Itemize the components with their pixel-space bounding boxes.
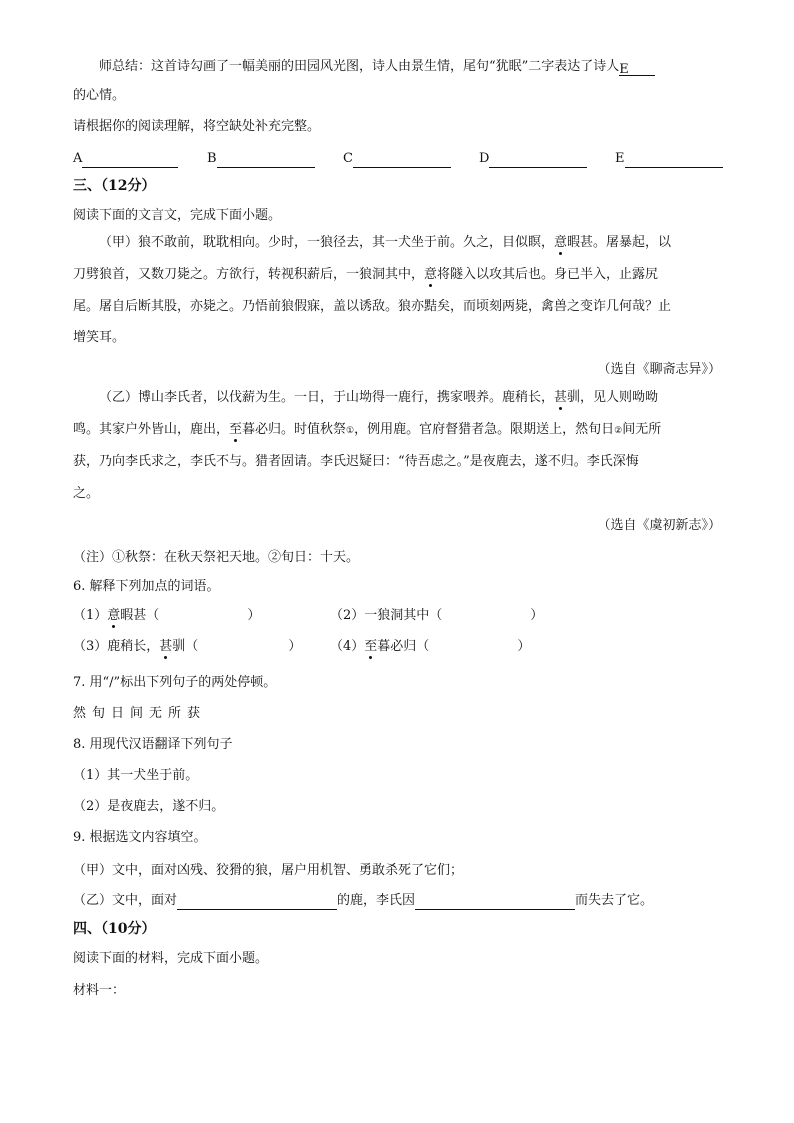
q6-item1: （1）意暇甚（ ）	[73, 608, 261, 623]
section3-instruction: 阅读下面的文言文，完成下面小题。	[73, 208, 282, 223]
passage-a-source: （选自《聊斋志异》）	[597, 362, 721, 377]
summary-prefix: 师总结：这首诗勾画了一幅美丽的田园风光图，诗人由景生情，尾句“犹眠”二字表达了诗人	[99, 59, 620, 74]
intro-instruction: 请根据你的阅读理解，将空缺处补充完整。	[73, 119, 321, 134]
passage-a-line2: 刀劈狼首，又数刀毙之。方欲行，转视积薪后，一狼洞其中，意将隧入以攻其后也。身已半入，止露尻	[73, 267, 659, 282]
q6-item4: （4）至暮必归（ ）	[330, 639, 531, 654]
q8-item2: （2）是夜鹿去，遂不归。	[73, 799, 225, 814]
q9-blank-1[interactable]	[177, 895, 337, 910]
q6-prompt: 6. 解释下列加点的词语。	[73, 579, 220, 594]
q6-item2: （2）一狼洞其中（ ）	[330, 608, 544, 623]
option-b: B	[207, 150, 315, 168]
annotation-note: （注）①秋祭：在秋天祭祀天地。②旬日：十天。	[73, 550, 360, 565]
passage-a-line1: （甲）狼不敢前，耽耽相向。少时，一狼径去，其一犬坐于前。久之，目似瞑，意暇甚。屠暴起，以	[99, 235, 672, 250]
option-d-blank[interactable]	[489, 153, 587, 168]
summary-suffix: 的心情。	[73, 88, 126, 103]
passage-b-source: （选自《虞初新志》）	[597, 518, 721, 533]
summary-line	[99, 58, 655, 76]
option-e-blank[interactable]	[625, 153, 723, 168]
q7-sentence[interactable]: 然旬日间无所获	[73, 706, 207, 721]
section3-heading: 三、（12分）	[73, 178, 156, 194]
option-c-blank[interactable]	[353, 153, 451, 168]
option-b-blank[interactable]	[217, 153, 315, 168]
q7-prompt: 7. 用“/”标出下列句子的两处停顿。	[73, 675, 277, 690]
q9-item1: （甲）文中，面对凶残、狡猾的狼，屠户用机智、勇敢杀死了它们；	[73, 863, 464, 878]
passage-b-line1: （乙）博山李氏者，以伐薪为生。一日，于山坳得一鹿行，携家喂养。鹿稍长，甚驯，见人则呦呦	[99, 390, 659, 405]
q8-item1: （1）其一犬坐于前。	[73, 768, 199, 783]
option-a-blank[interactable]	[82, 153, 178, 168]
q9-prompt: 9. 根据选文内容填空。	[73, 830, 207, 845]
material-label: 材料一：	[73, 983, 126, 998]
section4-heading: 四、（10分）	[73, 921, 156, 937]
summary-blank[interactable]: E	[619, 61, 655, 76]
passage-b-line2: 鸣。其家户外皆山，鹿出，至暮必归。时值秋祭①，例用鹿。官府督猎者急。限期送上，然旬日②间无所	[73, 422, 662, 437]
option-e: E	[615, 150, 723, 168]
q8-prompt: 8. 用现代汉语翻译下列句子	[73, 737, 233, 752]
section4-instruction: 阅读下面的材料，完成下面小题。	[73, 951, 269, 966]
passage-a-line4: 增笑耳。	[73, 330, 126, 345]
passage-a-line3: 尾。屠自后断其股，亦毙之。乃悟前狼假寐，盖以诱敌。狼亦黠矣，而顷刻两毙，禽兽之变诈几何哉？止	[73, 299, 672, 314]
option-a: A	[73, 150, 178, 168]
passage-b-line4: 之。	[73, 486, 100, 501]
q9-item2: （乙）文中，面对 的鹿，李氏因 而失去了它。	[73, 893, 654, 908]
q9-blank-2[interactable]	[415, 895, 575, 910]
option-d: D	[479, 150, 587, 168]
passage-b-line3: 获，乃向李氏求之，李氏不与。猎者固请。李氏迟疑曰：“待吾虑之。”是夜鹿去，遂不归。李氏深悔	[73, 454, 639, 469]
q6-item3: （3）鹿稍长，甚驯（ ）	[73, 639, 302, 654]
option-c: C	[343, 150, 451, 168]
